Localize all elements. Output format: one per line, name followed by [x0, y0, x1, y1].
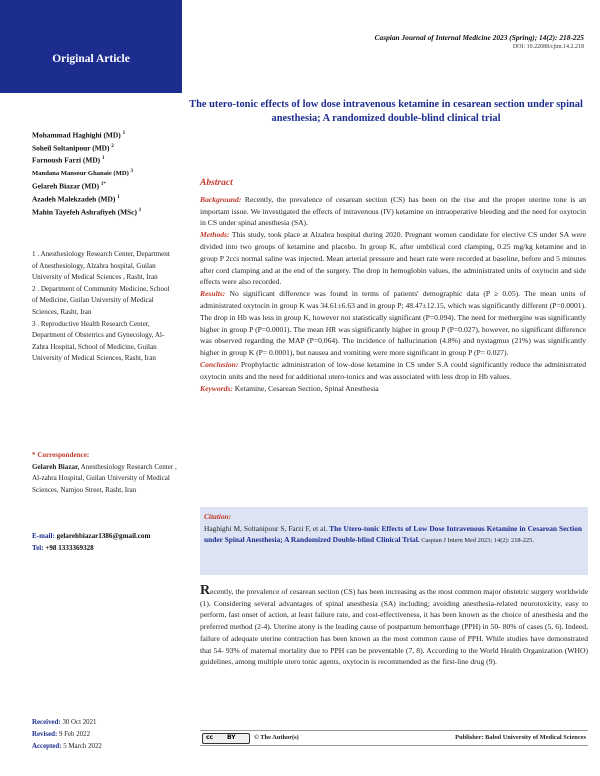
- correspondence-body: [32, 462, 178, 497]
- revised-label: Revised:: [32, 730, 58, 738]
- author: Azadeh Malekzadeh (MD) $^1$: [32, 194, 120, 204]
- received-label: Received:: [32, 719, 61, 726]
- citation-title: The Utero-tonic Effects of Low Dose Intravenous Ketamine in Cesarean Section under Spinal Anesthesia; A Randomized Double-blind Clinical Trial.: [204, 523, 583, 544]
- citation-source: Caspian J Intern Med 2023; 14(2): 218-225.: [419, 537, 534, 544]
- journal-doi[interactable]: DOI: 10.22088/cjim.14.2.218: [512, 44, 584, 50]
- accepted-date: 5 March 2022: [63, 742, 102, 750]
- article-dates: [32, 717, 182, 752]
- tel-label: Tel:: [32, 543, 44, 552]
- results-text: No significant difference was found in terms of patients' demographic data (P ≥ 0.05). The mean units of administrated oxytocin in group K was 34.61±6.63 and in group P; 48.47±12.15, which was significantly different (P=0.0001). The drop in Hb was less in group K, however not statistically significant (P=0.094). The need for methergine was significantly higher in group P (P=0.0001). The mean HR was significantly higher in group P (P=0.027), however, no significant difference was observed regarding the MAP (P=0.064). The incidence of hallucination (4.8%) and nystagmus (21%) was significantly higher in group K (P= 0.0001), but nausea and vomiting were more significant in group P (P= 0.027).: [200, 289, 586, 358]
- affiliation: 3 . Reproductive Health Research Center, Department of Obstetrics and Gynecology, Al-Zahra Hospital, School of Medicine, Guilan University of Medical Sciences, Rasht, Iran: [32, 319, 165, 363]
- abstract-background: [200, 194, 586, 229]
- affiliations: [32, 249, 172, 365]
- abstract: [200, 178, 586, 394]
- correspondence-details: Anesthesiology Research Center , Al-zahra Hospital, Guilan University of Medical Sciences, Namjoo Street, Rasht, Iran: [32, 462, 177, 494]
- revised-date: 9 Feb 2022: [59, 730, 91, 738]
- methods-text: This study, took place at Alzahra hospital during 2020. Pregnant women candidate for elective CS under SA were divided into two groups of ketamine and placebo. In group K, after umbilical cord clamping, 0.25 mg/kg ketamine and in group P 2ccs normal saline was injected. Mean arterial pressure and heart rate were recorded at baseline, before and 5 minutes after cord clamping and at the end of the surgery. The drop in hemoglobin values, the administrated units of oxytocin and side effects were also recorded.: [200, 230, 586, 287]
- introduction: [200, 583, 588, 668]
- keywords-label: Keywords:: [200, 383, 233, 393]
- background-label: Background:: [200, 194, 242, 204]
- journal-header: [204, 33, 584, 50]
- author: Mohammad Haghighi (MD) $^1$: [32, 130, 126, 140]
- affiliation: 1 . Anesthesiology Research Center, Department of Anesthesiology, Alzahra hospital, Guilan University of Medical Sciences , Rasht, Iran: [32, 250, 170, 282]
- by-icon: BY: [227, 734, 236, 741]
- correspondence-name: Gelareh Biazar,: [32, 462, 80, 471]
- contact-info: [32, 531, 182, 554]
- tel-value: +98 1333369328: [45, 543, 94, 552]
- abstract-keywords: [200, 383, 586, 395]
- author: Mahin Tayefeh Ashrafiyeh (MSc) $^1$: [32, 207, 142, 217]
- citation-authors: Haghighi M, Soltanipour S, Farzi F, et al.: [204, 523, 328, 533]
- cc-license-icon[interactable]: [202, 733, 250, 744]
- sidebar: [0, 0, 182, 776]
- received-date: 30 Oct 2021: [62, 719, 97, 726]
- footer-publisher: Publisher: Babol University of Medical Sciences: [455, 734, 586, 741]
- abstract-methods: [200, 229, 586, 288]
- author: Soheil Soltanipour (MD) $^2$: [32, 143, 114, 153]
- results-label: Results:: [200, 289, 226, 299]
- dropcap: R: [200, 583, 211, 598]
- conclusion-label: Conclusion:: [200, 359, 239, 369]
- email-label: E-mail:: [32, 532, 55, 540]
- footer: [200, 730, 588, 746]
- sidebar-band: [0, 0, 182, 93]
- citation-text: [204, 523, 582, 547]
- author-list: [32, 128, 182, 217]
- keywords-text: Ketamine, Cesarean Section, Spinal Anesthesia: [232, 383, 379, 393]
- cc-icon: cc: [206, 734, 214, 741]
- email-link[interactable]: gelarehbiazar1386@gmail.com: [56, 532, 151, 540]
- background-text: Recently, the prevalence of cesarean section (CS) has been on the rise and the proper uterine tone is an important issue. We investigated the effects of intravenous (IV) ketamine on intraoperative bleeding and the need for oxytocin in CS under spinal anesthesia (SA).: [200, 194, 586, 228]
- conclusion-text: Prophylactic administration of low-dose ketamine in CS under S.A could significantly reduce the administrated oxytocin units and the need for additional utero-tonics and was associated with less drop in Hb values.: [200, 359, 586, 381]
- methods-label: Methods:: [200, 230, 230, 240]
- abstract-results: [200, 288, 586, 359]
- author: Gelareh Biazar (MD) $^{1*}$: [32, 181, 106, 191]
- paper-title: The utero-tonic effects of low dose intravenous ketamine in cesarean section under spinal anesthesia; A randomized double-blind clinical trial: [189, 99, 583, 124]
- correspondence: [32, 450, 178, 496]
- abstract-conclusion: [200, 359, 586, 383]
- article-type-label: Original Article: [52, 53, 130, 65]
- correspondence-title: * Correspondence:: [32, 451, 90, 459]
- affiliation: 2 . Department of Community Medicine, School of Medicine, Guilan University of Medical Sciences, Rasht, Iran: [32, 284, 170, 316]
- journal-title: Caspian Journal of Internal Medicine 2023 (Spring); 14(2): 218-225: [374, 33, 584, 42]
- citation-box: [200, 507, 588, 575]
- author: Mandana Mansour Ghanaie (MD) $^3$: [32, 169, 133, 178]
- footer-author: © The Author(s): [254, 734, 299, 741]
- intro-text: ecently, the prevalence of cesarean section (CS) has been increasing as the most common major obstetric surgery worldwide (1). Considering several advantages of spinal anesthesia (SA) including; avoiding anesthesia-related neurotoxicity, easy to perform, fast onset of action, at least failure rate, and cost-effectiveness, it has been known as the choice of anesthesia and the preferred method (2-4). Uterine atony is the leading cause of postpartum hemorrhage (PPH) in 50- 80% of cases (5, 6). Indeed, failure of adequate uterine contraction has been known as the most common cause of PPH. While studies have demonstrated that 54- 93% of maternal mortality due to PPH can be preventable (7, 8). According to the World Health Organization (WHO) guidelines, among multiple utero tonic agents, oxytocin is recommended as the first-line drug (9).: [200, 587, 588, 667]
- accepted-label: Accepted:: [32, 742, 62, 750]
- abstract-heading: Abstract: [200, 178, 233, 188]
- citation-label: Citation:: [204, 512, 232, 521]
- author: Farnoush Farzi (MD) $^1$: [32, 155, 105, 165]
